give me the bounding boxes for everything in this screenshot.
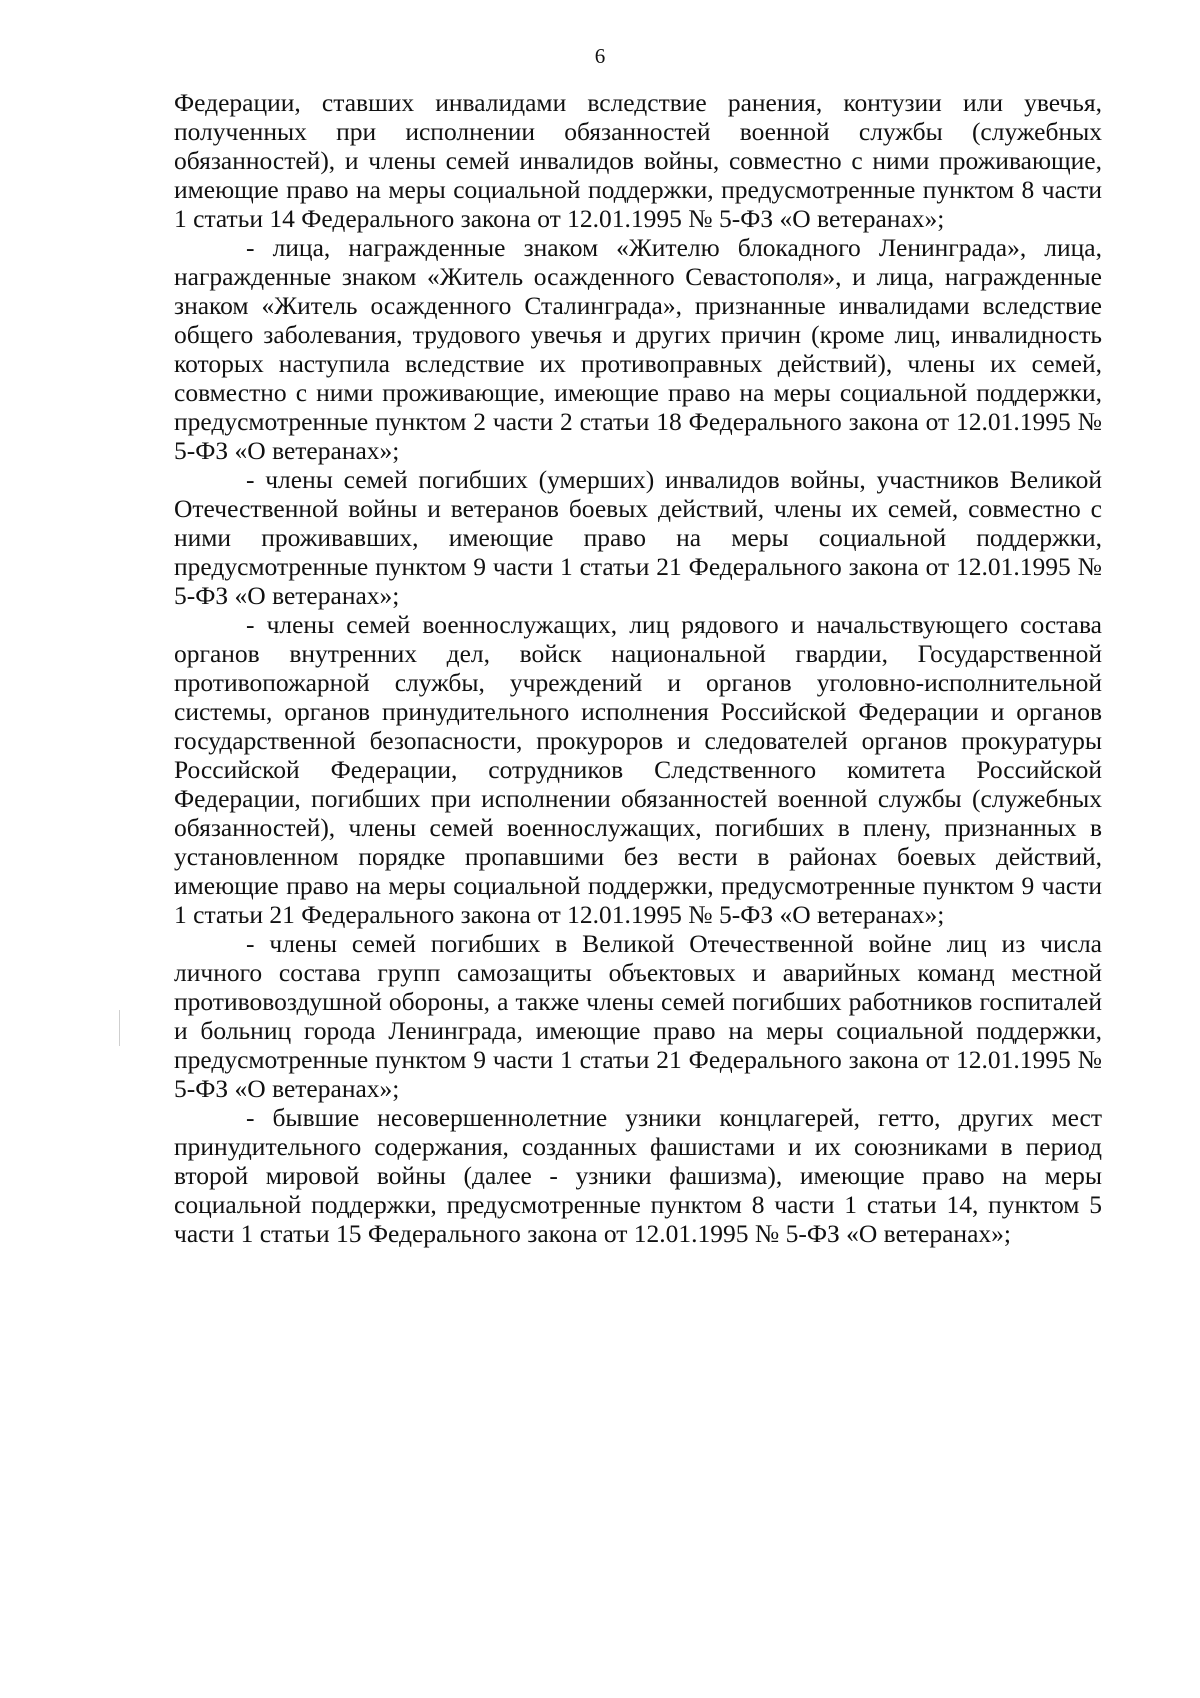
document-body xyxy=(174,88,1102,1248)
paragraph-continuation: Федерации, ставших инвалидами вследствие ранения, контузии или увечья, полученных при исполнении обязанностей военной службы (служебных обязанностей), и члены семей инвалидов войны, совместно с ними проживающие, имеющие право на меры социальной поддержки, предусмотренные пунктом 8 части 1 статьи 14 Федерального закона от 12.01.1995 № 5-ФЗ «О ветеранах»; xyxy=(174,88,1102,233)
scan-artifact-line xyxy=(119,1010,120,1046)
paragraph-families-of-war-invalids: - члены семей погибших (умерших) инвалидов войны, участников Великой Отечественной войны и ветеранов боевых действий, члены их семей, совместно с ними проживавших, имеющие право на меры социальной поддержки, предусмотренные пунктом 9 части 1 статьи 21 Федерального закона от 12.01.1995 № 5-ФЗ «О ветеранах»; xyxy=(174,465,1102,610)
paragraph-families-of-air-defense-personnel: - члены семей погибших в Великой Отечественной войне лиц из числа личного состава групп самозащиты объектовых и аварийных команд местной противовоздушной обороны, а также члены семей погибших работников госпиталей и больниц города Ленинграда, имеющие право на меры социальной поддержки, предусмотренные пунктом 9 части 1 статьи 21 Федерального закона от 12.01.1995 № 5-ФЗ «О ветеранах»; xyxy=(174,929,1102,1103)
page-number: 6 xyxy=(594,44,606,68)
paragraph-blockade-leningrad-residents: - лица, награжденные знаком «Жителю блокадного Ленинграда», лица, награжденные знаком «Житель осажденного Севастополя», и лица, награжденные знаком «Житель осажденного Сталинграда», признанные инвалидами вследствие общего заболевания, трудового увечья и других причин (кроме лиц, инвалидность которых наступила вследствие их противоправных действий), члены их семей, совместно с ними проживающие, имеющие право на меры социальной поддержки, предусмотренные пунктом 2 части 2 статьи 18 Федерального закона от 12.01.1995 № 5-ФЗ «О ветеранах»; xyxy=(174,233,1102,465)
paragraph-former-minor-prisoners: - бывшие несовершеннолетние узники концлагерей, гетто, других мест принудительного содержания, созданных фашистами и их союзниками в период второй мировой войны (далее - узники фашизма), имеющие право на меры социальной поддержки, предусмотренные пунктом 8 части 1 статьи 14, пунктом 5 части 1 статьи 15 Федерального закона от 12.01.1995 № 5-ФЗ «О ветеранах»; xyxy=(174,1103,1102,1248)
paragraph-families-of-servicemen: - члены семей военнослужащих, лиц рядового и начальствующего состава органов внутренних дел, войск национальной гвардии, Государственной противопожарной службы, учреждений и органов уголовно-исполнительной системы, органов принудительного исполнения Российской Федерации и органов государственной безопасности, прокуроров и следователей органов прокуратуры Российской Федерации, сотрудников Следственного комитета Российской Федерации, погибших при исполнении обязанностей военной службы (служебных обязанностей), члены семей военнослужащих, погибших в плену, признанных в установленном порядке пропавшими без вести в районах боевых действий, имеющие право на меры социальной поддержки, предусмотренные пунктом 9 части 1 статьи 21 Федерального закона от 12.01.1995 № 5-ФЗ «О ветеранах»; xyxy=(174,610,1102,929)
